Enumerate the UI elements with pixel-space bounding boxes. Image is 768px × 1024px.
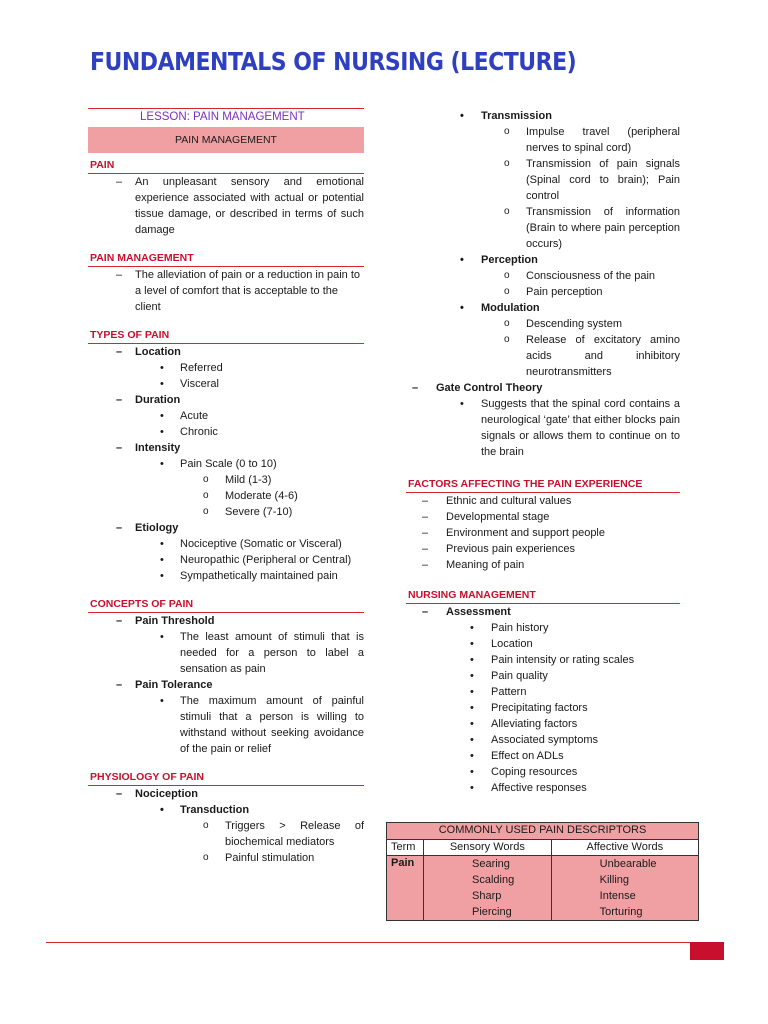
- list-item: – Ethnic and cultural values: [400, 493, 680, 509]
- list-item: • Sympathetically maintained pain: [88, 568, 364, 584]
- left-column: [88, 108, 364, 866]
- list-item: o Impulse travel (peripheral nerves to spinal cord): [390, 124, 680, 156]
- list-item: • Acute: [88, 408, 364, 424]
- list-item: • Pattern: [400, 684, 680, 700]
- list-item: • Location: [400, 636, 680, 652]
- list-item: Searing: [472, 858, 510, 870]
- list-item: • Alleviating factors: [400, 716, 680, 732]
- list-item: – An unpleasant sensory and emotional experience associated with actual or potential tissue damage, or described in terms of such damage: [88, 174, 364, 238]
- list-item: • Modulation: [390, 300, 680, 316]
- right-column: [406, 108, 680, 796]
- table-cell: [551, 856, 698, 921]
- table-cell: [424, 856, 552, 921]
- list-item: • Neuropathic (Peripheral or Central): [88, 552, 364, 568]
- list-item: – Intensity: [88, 440, 364, 456]
- list-item: • The maximum amount of painful stimuli that a person is willing to withstand without seeking avoidance of the pain or relief: [88, 693, 364, 757]
- table-cell: Pain: [387, 856, 424, 921]
- section-header: PHYSIOLOGY OF PAIN: [88, 771, 364, 786]
- column-header: Sensory Words: [424, 839, 552, 856]
- list-item: • Pain intensity or rating scales: [400, 652, 680, 668]
- list-item: o Triggers > Release of biochemical mediators: [88, 818, 364, 850]
- list-item: • Referred: [88, 360, 364, 376]
- list-item: • Coping resources: [400, 764, 680, 780]
- page-title: FUNDAMENTALS OF NURSING (LECTURE): [90, 48, 577, 77]
- section-header: PAIN: [88, 159, 364, 174]
- list-item: – Location: [88, 344, 364, 360]
- footer-divider: [46, 942, 724, 943]
- list-item: o Mild (1-3): [88, 472, 364, 488]
- list-item: Sharp: [472, 890, 502, 902]
- column-header: Term: [387, 839, 424, 856]
- section-header: TYPES OF PAIN: [88, 329, 364, 344]
- list-item: o Pain perception: [390, 284, 680, 300]
- pain-descriptors-table: [386, 822, 699, 921]
- list-item: – Nociception: [88, 786, 364, 802]
- list-item: o Painful stimulation: [88, 850, 364, 866]
- list-item: – Duration: [88, 392, 364, 408]
- list-item: o Consciousness of the pain: [390, 268, 680, 284]
- list-item: – Pain Tolerance: [88, 677, 364, 693]
- list-item: – Previous pain experiences: [400, 541, 680, 557]
- list-item: • Transmission: [390, 108, 680, 124]
- section-factors: [406, 478, 680, 573]
- footer-page-tab: [690, 942, 724, 960]
- list-item: • Effect on ADLs: [400, 748, 680, 764]
- section-concepts: [88, 598, 364, 757]
- lesson-title: LESSON: PAIN MANAGEMENT: [140, 111, 305, 123]
- section-types: [88, 329, 364, 584]
- list-item: • The least amount of stimuli that is needed for a person to label a sensation as pain: [88, 629, 364, 677]
- list-item: – Pain Threshold: [88, 613, 364, 629]
- list-item: • Affective responses: [400, 780, 680, 796]
- list-item: o Descending system: [390, 316, 680, 332]
- list-item: • Visceral: [88, 376, 364, 392]
- list-item: o Moderate (4-6): [88, 488, 364, 504]
- list-item: Piercing: [472, 906, 512, 918]
- list-item: Killing: [599, 874, 630, 886]
- list-item: – Developmental stage: [400, 509, 680, 525]
- section-header: CONCEPTS OF PAIN: [88, 598, 364, 613]
- column-header: Affective Words: [551, 839, 698, 856]
- list-item: o Release of excitatory amino acids and inhibitory neurotransmitters: [390, 332, 680, 380]
- list-item: • Pain history: [400, 620, 680, 636]
- list-item: – Gate Control Theory: [390, 380, 680, 396]
- list-item: – Assessment: [400, 604, 680, 620]
- list-item: – Environment and support people: [400, 525, 680, 541]
- list-item: – Etiology: [88, 520, 364, 536]
- list-item: • Transduction: [88, 802, 364, 818]
- list-item: • Precipitating factors: [400, 700, 680, 716]
- section-pain-management: [88, 252, 364, 315]
- list-item: – The alleviation of pain or a reduction in pain to a level of comfort that is acceptable to the client: [88, 267, 364, 315]
- list-item: o Severe (7-10): [88, 504, 364, 520]
- list-item: Torturing: [599, 906, 643, 918]
- list-item: • Chronic: [88, 424, 364, 440]
- list-item: • Perception: [390, 252, 680, 268]
- section-nursing: [406, 589, 680, 796]
- list-item: • Associated symptoms: [400, 732, 680, 748]
- section-physiology: [88, 771, 364, 866]
- list-item: o Transmission of pain signals (Spinal cord to brain); Pain control: [390, 156, 680, 204]
- list-item: Unbearable: [599, 858, 657, 870]
- list-item: Scalding: [472, 874, 515, 886]
- section-banner: PAIN MANAGEMENT: [88, 127, 364, 153]
- list-item: • Pain Scale (0 to 10): [88, 456, 364, 472]
- list-item: • Nociceptive (Somatic or Visceral): [88, 536, 364, 552]
- list-item: • Pain quality: [400, 668, 680, 684]
- list-item: – Meaning of pain: [400, 557, 680, 573]
- section-pain: [88, 159, 364, 238]
- table-title: COMMONLY USED PAIN DESCRIPTORS: [387, 823, 699, 840]
- list-item: o Transmission of information (Brain to where pain perception occurs): [390, 204, 680, 252]
- section-header: NURSING MANAGEMENT: [406, 589, 680, 604]
- section-header: PAIN MANAGEMENT: [88, 252, 364, 267]
- list-item: Intense: [599, 890, 636, 902]
- section-header: FACTORS AFFECTING THE PAIN EXPERIENCE: [406, 478, 680, 493]
- list-item: • Suggests that the spinal cord contains a neurological ‘gate’ that either blocks pain signals or allows them to continue on to the brain: [390, 396, 680, 460]
